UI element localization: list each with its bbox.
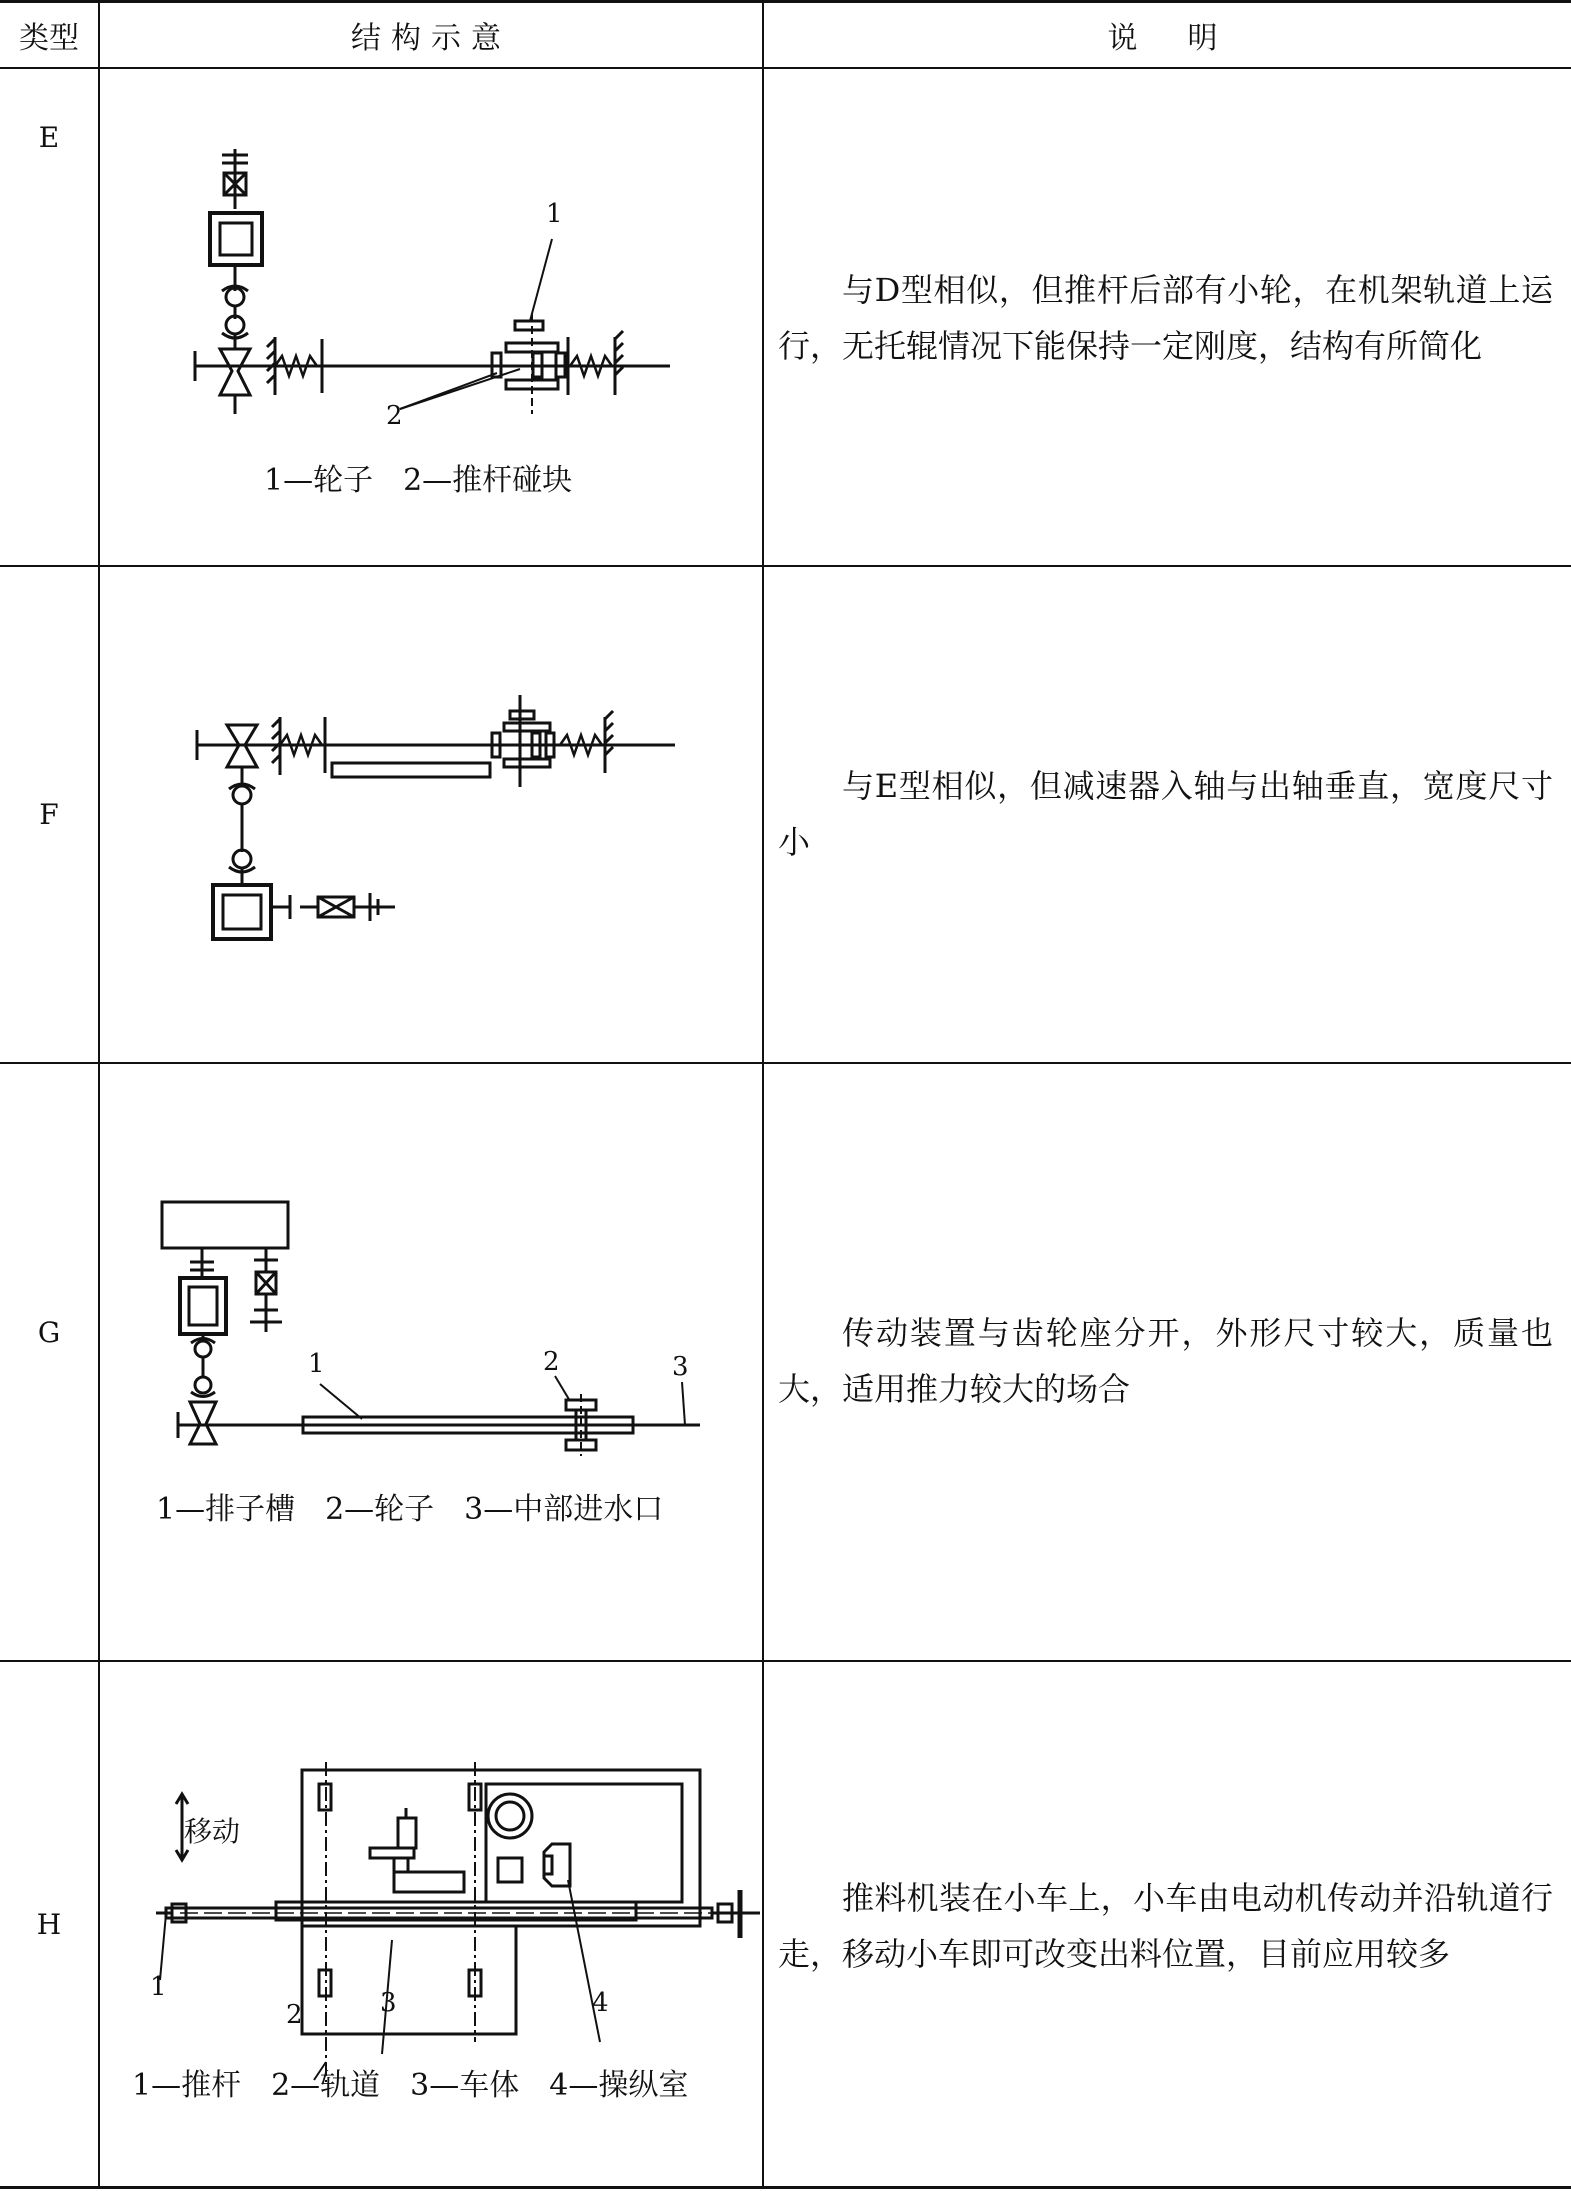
callout-2: 2 — [286, 2000, 303, 2030]
structure-diagram-h — [100, 1662, 762, 2186]
structure-diagram-e — [100, 69, 762, 565]
callout-3: 3 — [672, 1352, 689, 1382]
structure-diagram-g — [100, 1064, 762, 1660]
row-description: 传动装置与齿轮座分开，外形尺寸较大，质量也大，适用推力较大的场合 — [778, 1314, 1553, 1408]
header-description: 说 明 — [1107, 21, 1228, 56]
callout-2: 2 — [543, 1347, 560, 1377]
row-description: 与E型相似，但减速器入轴与出轴垂直，宽度尺寸小 — [778, 767, 1553, 861]
header-type: 类型 — [19, 21, 79, 56]
row-type-label: G — [37, 1315, 61, 1349]
diagram-legend: 1—排子槽 2—轮子 3—中部进水口 — [156, 1492, 664, 1527]
table-bottom-border — [0, 2186, 1571, 2189]
move-label: 移动 — [184, 1815, 241, 1848]
callout-1: 1 — [308, 1349, 325, 1379]
callout-3: 3 — [380, 1988, 397, 2018]
column-divider — [762, 0, 764, 2189]
header-structure: 结构示意 — [351, 21, 511, 56]
callout-4: 4 — [592, 1988, 609, 2018]
callout-1: 1 — [150, 1972, 167, 2002]
row-description: 推料机装在小车上，小车由电动机传动并沿轨道行走，移动小车即可改变出料位置，目前应用较多 — [778, 1879, 1553, 1973]
row-description: 与D型相似，但推杆后部有小轮，在机架轨道上运行，无托辊情况下能保持一定刚度，结构有所简化 — [778, 271, 1553, 365]
row-type-label: H — [36, 1907, 62, 1941]
row-type-label: E — [38, 120, 60, 154]
callout-1: 1 — [546, 199, 563, 229]
structure-diagram-f — [100, 567, 762, 1062]
row-type-label: F — [39, 798, 59, 831]
diagram-legend: 1—推杆 2—轨道 3—车体 4—操纵室 — [132, 2068, 689, 2103]
diagram-legend: 1—轮子 2—推杆碰块 — [264, 463, 573, 498]
callout-2: 2 — [386, 401, 403, 431]
